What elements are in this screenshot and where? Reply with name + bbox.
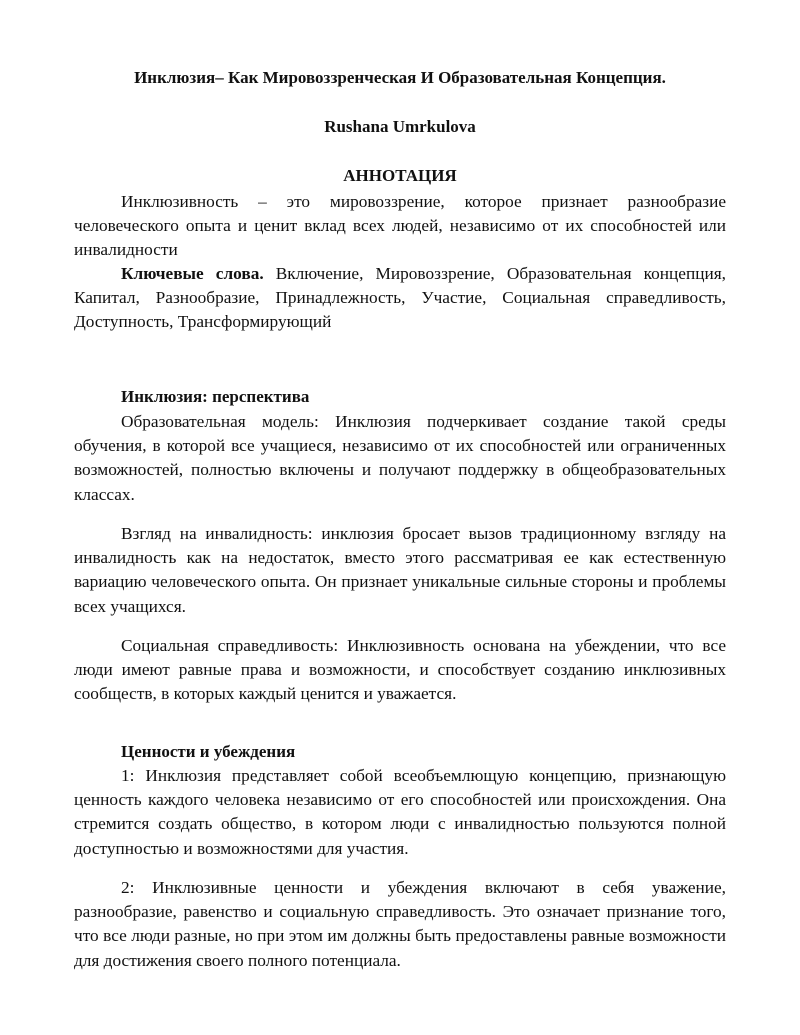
keywords-text: Включение, Мировоззрение, Образовательная концепция, Капитал, Разнообразие, Принадлежность, Участие, Социальная справедливость, Доступность, Трансформирующий	[74, 264, 726, 332]
document-title: Инклюзия– Как Мировоззренческая И Образовательная Концепция.	[134, 68, 666, 87]
keywords-label: Ключевые слова.	[121, 264, 264, 283]
paragraph-values-2: 2: Инклюзивные ценности и убеждения включают в себя уважение, разнообразие, равенство и социальную справедливость. Это означает признание того, что все люди разные, но при этом им должны быть предоставлены равные возможности для достижения своего полного потенциала.	[74, 878, 726, 970]
paragraph-disability-view: Взгляд на инвалидность: инклюзия бросает вызов традиционному взгляду на инвалидность как на недостаток, вместо этого рассматривая ее как естественную вариацию человеческого опыта. Он признает уникальные сильные стороны и проблемы всех учащихся.	[74, 524, 726, 616]
paragraph-educational-model: Образовательная модель: Инклюзия подчеркивает создание такой среды обучения, в которой все учащиеся, независимо от их способностей или ограниченных возможностей, полностью включены и получают поддержку в общеобразовательных классах.	[74, 412, 726, 504]
paragraph-social-justice: Социальная справедливость: Инклюзивность основана на убеждении, что все люди имеют равные права и возможности, и способствует созданию инклюзивных сообществ, в которых каждый ценится и уважается.	[74, 636, 726, 704]
annotation-text: Инклюзивность – это мировоззрение, которое признает разнообразие человеческого опыта и ценит вклад всех людей, независимо от их способностей или инвалидности	[74, 192, 726, 260]
section-heading-perspective: Инклюзия: перспектива	[121, 387, 310, 406]
keywords-paragraph	[74, 262, 726, 335]
author-name: Rushana Umrkulova	[324, 117, 476, 136]
annotation-heading: АННОТАЦИЯ	[343, 166, 457, 185]
paragraph-values-1: 1: Инклюзия представляет собой всеобъемлющую концепцию, признающую ценность каждого человека независимо от его способностей или происхождения. Она стремится создать общество, в котором люди с инвалидностью пользуются полной доступностью и возможностями для участия.	[74, 766, 726, 858]
section-heading-values: Ценности и убеждения	[121, 742, 296, 761]
